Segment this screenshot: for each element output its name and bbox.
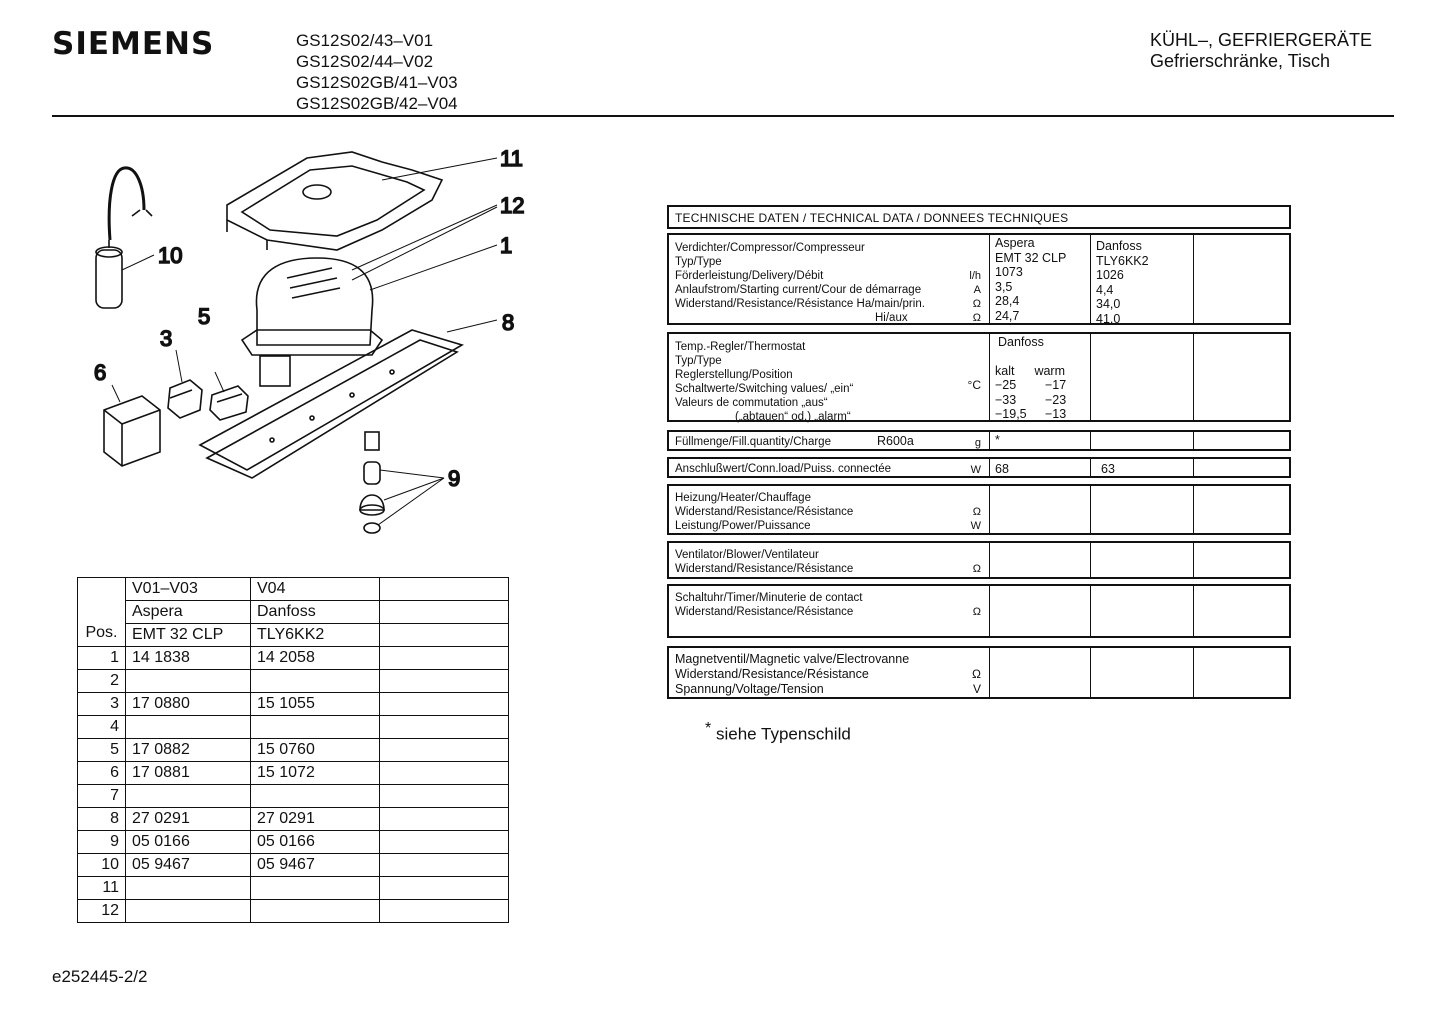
part-no-v1 [126,716,251,739]
valve-labels [669,648,989,697]
label: Temp.-Regler/Thermostat [675,341,806,353]
pos-cell: 6 [78,762,126,785]
part-6-cover [104,396,160,466]
pos-cell: 3 [78,693,126,716]
empty-cell [380,762,509,785]
label: Valeurs de commutation „aus“ [675,397,828,409]
footnote [705,720,851,745]
pos-cell: 5 [78,739,126,762]
part-no-v2 [251,877,380,900]
value: −13 [1045,407,1067,421]
value: −25 [995,378,1017,392]
value: −23 [1045,392,1067,407]
value: 28,4 [995,294,1020,308]
timer-col-c [1193,586,1291,636]
timer-section [667,584,1291,638]
value: −33 [995,392,1017,407]
part-no-v2: 14 2058 [251,647,380,670]
part-no-v2: 05 9467 [251,854,380,877]
timer-labels [669,586,989,636]
label: („abtauen“ od.) „alarm“ [735,411,851,423]
part-no-v1: 05 9467 [126,854,251,877]
thermostat-col-c [1193,334,1291,420]
parts-table [77,577,509,923]
blower-labels [669,543,989,577]
compressor-section [667,233,1291,325]
unit: W [970,464,981,476]
part-no-v1: 17 0882 [126,739,251,762]
compressor-col-b [1090,235,1193,326]
blower-col-c [1193,543,1291,577]
callout-8: 8 [502,310,515,335]
pos-cell: 7 [78,785,126,808]
unit: A [973,284,981,296]
load-col-a [989,459,1090,476]
refrigerant: R600a [877,434,914,448]
value: 24,7 [995,308,1020,323]
callout-10: 10 [158,243,183,268]
table-row [78,831,509,854]
label: Verdichter/Compressor/Compresseur [675,242,865,254]
kalt-label: kalt [995,363,1015,378]
callout-11: 11 [500,146,523,171]
part-no-v2: 15 0760 [251,739,380,762]
table-row [78,647,509,670]
valve-col-b [1090,648,1193,697]
type-2: TLY6KK2 [251,624,380,647]
part-no-v1 [126,877,251,900]
magnetic-valve-section [667,646,1291,699]
part-11-tray [227,152,442,250]
unit: Ω [972,298,981,310]
label: Spannung/Voltage/Tension [675,682,824,696]
pos-header: Pos. [78,578,126,647]
unit: Ω [972,667,981,681]
part-no-v2 [251,716,380,739]
pos-cell: 12 [78,900,126,923]
footnote-star: * [705,720,712,737]
compressor-col-a [989,235,1090,323]
empty-cell [380,831,509,854]
label: Widerstand/Resistance/Résistance [675,667,869,681]
value: 34,0 [1096,297,1121,311]
warm-label: warm [1034,363,1066,378]
maker-3 [380,601,509,624]
part-no-v1: 17 0881 [126,762,251,785]
value: 63 [1101,462,1115,476]
category-line-1: KÜHL–, GEFRIERGERÄTE [1150,30,1373,50]
variant-header-3 [380,578,509,601]
unit: W [970,520,981,532]
heater-labels [669,486,989,533]
table-row [78,808,509,831]
model-1: GS12S02/43–V01 [296,31,434,50]
value: Aspera [995,236,1035,250]
value: Danfoss [1096,239,1142,253]
header-divider [52,115,1394,117]
table-row [78,854,509,877]
part-no-v1: 05 0166 [126,831,251,854]
part-no-v1 [126,900,251,923]
unit: l/h [969,270,981,282]
value: 3,5 [995,279,1013,294]
load-label [669,459,989,476]
maker-2: Danfoss [251,601,380,624]
part-10-capacitor [96,168,152,308]
type-1: EMT 32 CLP [126,624,251,647]
footnote-text: siehe Typenschild [715,724,851,744]
value: Danfoss [998,335,1044,349]
thermostat-col-b [1090,334,1193,420]
model-list [296,30,458,114]
callout-12: 12 [500,193,525,218]
label: Füllmenge/Fill.quantity/Charge [675,436,831,448]
label: Leistung/Power/Puissance [675,520,811,532]
value: 41,0 [1096,311,1121,326]
part-3-relay [168,380,202,418]
empty-cell [380,808,509,831]
empty-cell [380,900,509,923]
part-no-v1 [126,670,251,693]
model-4: GS12S02GB/42–V04 [296,94,458,113]
label: Förderleistung/Delivery/Débit [675,270,824,282]
value: 4,4 [1096,282,1114,297]
part-8-base-rail [200,330,462,478]
unit: Ω [972,563,981,575]
blower-section [667,541,1291,579]
maker-1: Aspera [126,601,251,624]
pos-cell: 9 [78,831,126,854]
connected-load-section [667,457,1291,478]
empty-cell [380,785,509,808]
pos-cell: 2 [78,670,126,693]
callout-1: 1 [500,233,513,258]
category [1150,30,1372,72]
part-5-protector [210,386,248,420]
label: Anschlußwert/Conn.load/Puiss. connectée [675,463,892,475]
fill-quantity-section [667,430,1291,451]
value: 68 [995,462,1009,476]
table-row [78,762,509,785]
label: Schaltwerte/Switching values/ „ein“ [675,383,854,395]
value: 1073 [995,265,1023,279]
thermostat-section [667,332,1291,422]
table-row [78,670,509,693]
label: Ventilator/Blower/Ventilateur [675,549,819,561]
table-row [78,716,509,739]
callout-3: 3 [160,326,173,351]
empty-cell [380,854,509,877]
value: EMT 32 CLP [995,250,1067,265]
part-1-compressor [242,258,382,386]
part-no-v2: 15 1072 [251,762,380,785]
fill-label [669,432,989,449]
timer-col-a [989,586,1090,636]
label: Typ/Type [675,355,722,367]
part-no-v1: 27 0291 [126,808,251,831]
valve-col-c [1193,648,1291,697]
model-2: GS12S02/44–V02 [296,52,434,71]
model-3: GS12S02GB/41–V03 [296,73,458,92]
document-id: e252445-2/2 [52,967,148,986]
label: Widerstand/Resistance/Résistance [675,606,854,618]
variant-header-2: V04 [251,578,380,601]
thermostat-col-a [989,334,1090,420]
part-no-v2: 15 1055 [251,693,380,716]
label: Hi/aux [875,312,908,324]
label: Schaltuhr/Timer/Minuterie de contact [675,592,863,604]
unit: Ω [972,312,981,324]
value: −17 [1045,378,1067,392]
table-row [78,785,509,808]
load-col-c [1193,459,1291,476]
label: Magnetventil/Magnetic valve/Electrovanne [675,652,910,666]
part-9-grommets [360,432,384,533]
brand-logo: SIEMENS [52,26,215,62]
empty-cell [380,739,509,762]
empty-cell [380,670,509,693]
compressor-col-c [1193,235,1291,323]
value: −19,5 [995,407,1027,421]
thermostat-labels [669,334,989,423]
label: Typ/Type [675,256,722,268]
tech-data-title: TECHNISCHE DATEN / TECHNICAL DATA / DONNEES TECHNIQUES [667,205,1291,229]
value: * [995,433,1000,447]
part-no-v2: 27 0291 [251,808,380,831]
heater-col-c [1193,486,1291,533]
pos-cell: 1 [78,647,126,670]
callout-6: 6 [94,360,107,385]
timer-col-b [1090,586,1193,636]
label: Widerstand/Resistance/Résistance [675,563,854,575]
empty-cell [380,716,509,739]
table-row [78,877,509,900]
type-3 [380,624,509,647]
value: TLY6KK2 [1096,253,1149,268]
heater-section [667,484,1291,535]
part-no-v1 [126,785,251,808]
blower-col-a [989,543,1090,577]
empty-cell [380,877,509,900]
value: 1026 [1096,268,1124,282]
callout-5: 5 [198,304,211,329]
heater-col-a [989,486,1090,533]
table-row [78,900,509,923]
heater-col-b [1090,486,1193,533]
label: Reglerstellung/Position [675,369,793,381]
part-no-v2 [251,785,380,808]
label: Anlaufstrom/Starting current/Cour de démarrage [675,284,922,296]
variant-header-1: V01–V03 [126,578,251,601]
pos-cell: 4 [78,716,126,739]
label: Widerstand/Resistance/Résistance [675,506,854,518]
fill-col-c [1193,432,1291,449]
valve-col-a [989,648,1090,697]
empty-cell [380,693,509,716]
pos-cell: 11 [78,877,126,900]
part-no-v2: 05 0166 [251,831,380,854]
part-no-v1: 14 1838 [126,647,251,670]
label: Widerstand/Resistance/Résistance Ha/main/prin. [675,298,925,310]
part-no-v2 [251,900,380,923]
pos-cell: 10 [78,854,126,877]
fill-col-b [1090,432,1193,449]
fill-col-a [989,432,1090,449]
category-line-2: Gefrierschränke, Tisch [1150,51,1331,71]
table-row [78,693,509,716]
blower-col-b [1090,543,1193,577]
empty-cell [380,647,509,670]
exploded-parts-diagram [52,140,532,550]
load-col-b [1090,459,1193,476]
unit: Ω [972,506,981,518]
unit: V [972,682,981,696]
unit: g [974,437,981,449]
table-row [78,739,509,762]
part-no-v2 [251,670,380,693]
callout-9: 9 [448,466,461,491]
part-no-v1: 17 0880 [126,693,251,716]
unit: °C [967,378,981,392]
compressor-labels [669,235,989,323]
label: Heizung/Heater/Chauffage [675,492,811,504]
pos-cell: 8 [78,808,126,831]
unit: Ω [972,606,981,618]
